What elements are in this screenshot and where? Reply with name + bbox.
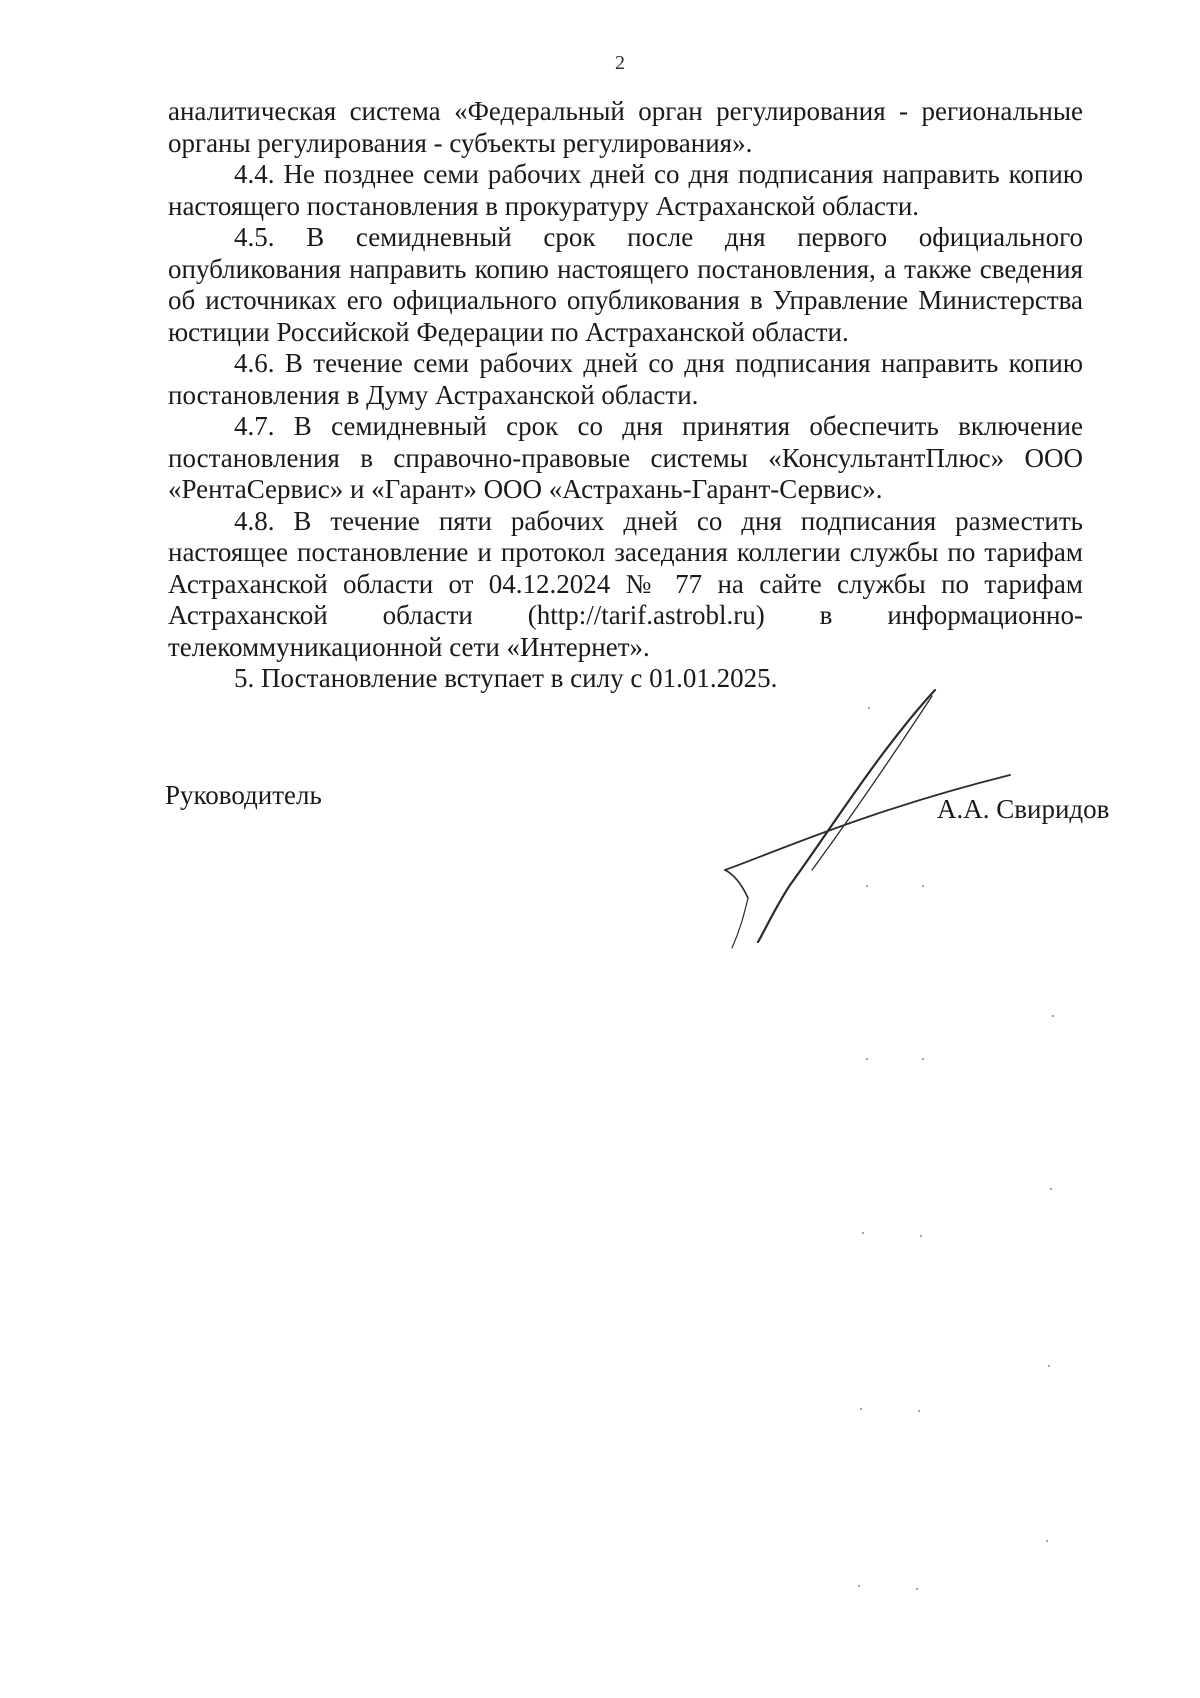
scan-speck (868, 707, 870, 709)
scan-speck (920, 1235, 922, 1237)
paragraph-5: 5. Постановление вступает в силу с 01.01.2025. (234, 663, 778, 693)
paragraph-4-4: 4.4. Не позднее семи рабочих дней со дня подписания направить копию настоящего постановления в прокуратуру Астраханской области. (168, 159, 1083, 221)
scan-speck (916, 1588, 918, 1590)
handwritten-signature (720, 680, 1020, 960)
scan-speck (1052, 1015, 1054, 1017)
signer-name: А.А. Свиридов (937, 794, 1110, 824)
paragraph-4-6: 4.6. В течение семи рабочих дней со дня подписания направить копию постановления в Думу Астраханской области. (168, 348, 1083, 410)
page-number: 2 (615, 52, 625, 74)
scan-speck (1050, 1188, 1052, 1190)
paragraph-4-7: 4.7. В семидневный срок со дня принятия обеспечить включение постановления в справочно-правовые системы «КонсультантПлюс» ООО «РентаСервис» и «Гарант» ООО «Астрахань-Гарант-Сервис». (168, 411, 1083, 504)
paragraph-4-8: 4.8. В течение пяти рабочих дней со дня подписания разместить настоящее постановление и протокол заседания коллегии службы по тарифам Астраханской области от 04.12.2024 № 77 на сайте службы по тарифам Астраханской области (http://tarif.astrobl.ru) в информационно-телекоммуникационной сети «Интернет». (168, 505, 1083, 662)
scan-speck (866, 885, 868, 887)
paragraph-4-5: 4.5. В семидневный срок после дня первого официального опубликования направить копию настоящего постановления, а также сведения об источниках его официального опубликования в Управление Министерства юстиции Российской Федерации по Астраханской области. (168, 222, 1083, 347)
scan-speck (866, 1058, 868, 1060)
scan-speck (858, 1585, 860, 1587)
document-body (168, 96, 1083, 695)
scan-speck (922, 885, 924, 887)
scan-speck (860, 1408, 862, 1410)
scan-speck (1048, 1365, 1050, 1367)
scan-speck (918, 1410, 920, 1412)
scan-speck (922, 1058, 924, 1060)
paragraph-continuation: аналитическая система «Федеральный орган регулирования - региональные органы регулирования - субъекты регулирования». (168, 96, 1083, 158)
scan-speck (1046, 1540, 1048, 1542)
scan-speck (862, 1232, 864, 1234)
position-title: Руководитель (165, 780, 322, 810)
